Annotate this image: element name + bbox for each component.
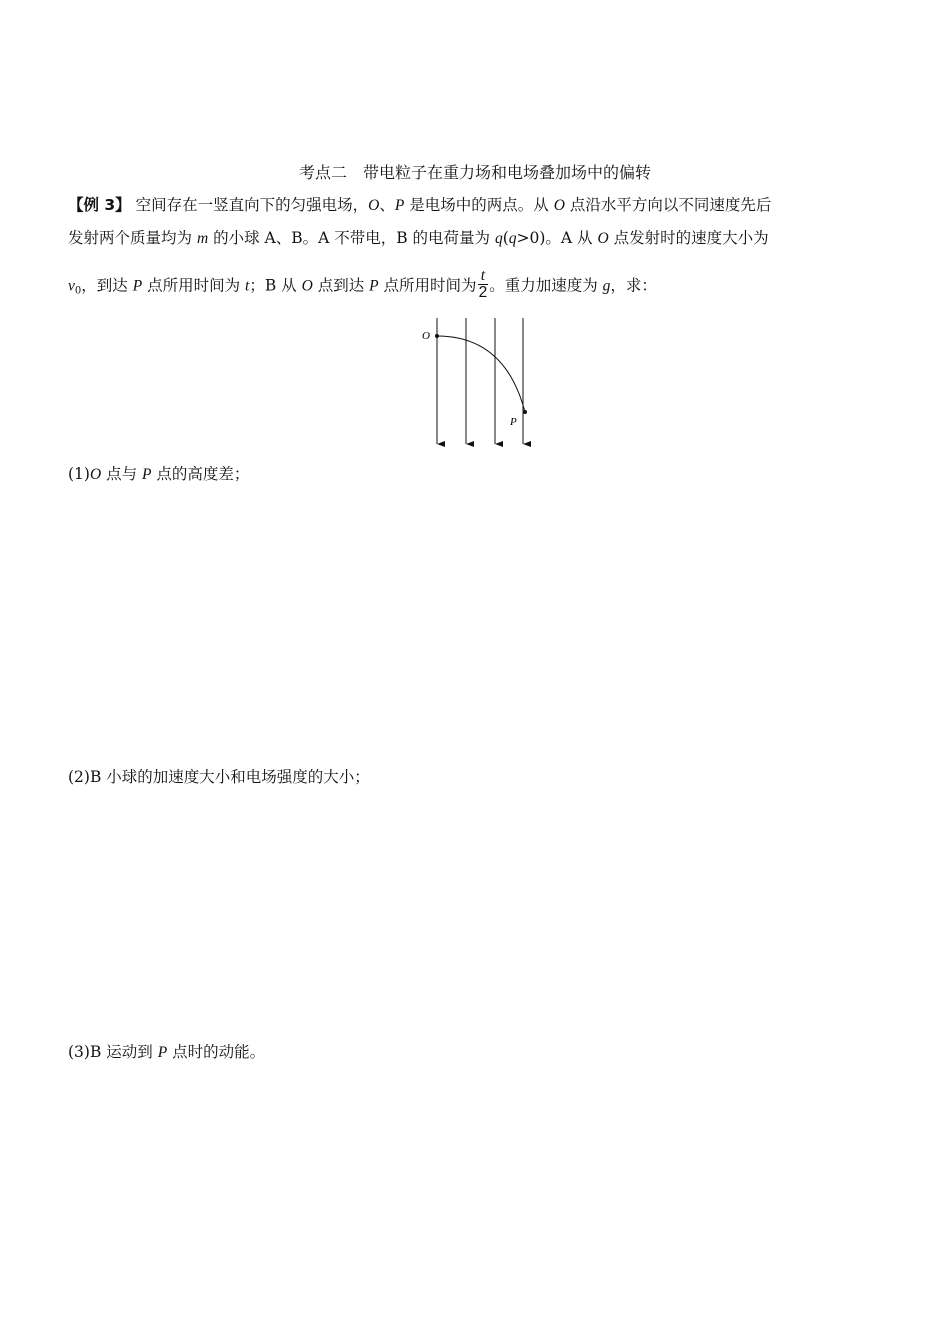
var-v: v bbox=[68, 277, 75, 295]
text-segment: 、 bbox=[379, 196, 395, 214]
example-line-1 bbox=[68, 195, 878, 216]
var-O: O bbox=[301, 277, 313, 295]
fraction-numerator: t bbox=[480, 267, 486, 284]
var-P: P bbox=[394, 197, 405, 214]
text-segment: 空间存在一竖直向下的匀强电场， bbox=[135, 196, 369, 214]
label-O: O bbox=[422, 330, 430, 342]
point-O bbox=[435, 334, 439, 338]
text-segment: ，求： bbox=[610, 276, 657, 295]
question-3 bbox=[68, 1040, 265, 1062]
label-P: P bbox=[510, 416, 517, 428]
text-segment: (3)B 运动到 bbox=[68, 1043, 158, 1061]
trajectory-curve bbox=[437, 336, 525, 412]
var-P: P bbox=[132, 277, 143, 295]
var-P: P bbox=[369, 277, 379, 295]
text-segment: ；B 从 bbox=[249, 276, 302, 295]
var-P: P bbox=[142, 466, 152, 483]
var-O: O bbox=[553, 197, 565, 214]
text-segment: 点发射时的速度大小为 bbox=[608, 229, 769, 247]
var-P: P bbox=[157, 1044, 168, 1061]
subscript: 0 bbox=[74, 285, 82, 297]
var-g: g bbox=[602, 277, 611, 295]
text-segment: 点所用时间为 bbox=[142, 276, 246, 295]
text-segment: ，到达 bbox=[81, 276, 133, 295]
fraction-denominator: 2 bbox=[478, 284, 488, 301]
question-2: (2)B 小球的加速度大小和电场强度的大小； bbox=[68, 768, 370, 786]
text-segment: 。重力加速度为 bbox=[489, 276, 603, 295]
section-title: 考点二 带电粒子在重力场和电场叠加场中的偏转 bbox=[298, 163, 651, 182]
point-P bbox=[523, 410, 527, 414]
example-line-3 bbox=[68, 267, 878, 303]
var-O: O bbox=[597, 230, 609, 247]
text-segment: (1) bbox=[68, 465, 90, 483]
text-segment: 是电场中的两点。从 bbox=[404, 196, 554, 214]
example-label: 【例 3】 bbox=[68, 196, 131, 214]
text-segment: >0)。A 从 bbox=[516, 229, 598, 247]
text-segment: 点沿水平方向以不同速度先后 bbox=[564, 196, 772, 214]
example-line-2 bbox=[68, 228, 878, 249]
text-segment: 点与 bbox=[101, 465, 143, 483]
text-segment: 点所用时间为 bbox=[378, 276, 477, 295]
var-O: O bbox=[368, 197, 380, 214]
text-segment: 点时的动能。 bbox=[167, 1043, 266, 1061]
var-t: t bbox=[245, 277, 250, 295]
text-segment: 点的高度差； bbox=[151, 465, 250, 483]
text-segment: ( bbox=[502, 229, 509, 247]
var-O: O bbox=[89, 466, 102, 483]
question-1 bbox=[68, 462, 249, 484]
var-q: q bbox=[494, 230, 503, 247]
fraction-t-over-2 bbox=[478, 268, 489, 301]
text-segment: 点到达 bbox=[312, 276, 370, 295]
text-segment: 的小球 A、B。A 不带电，B 的电荷量为 bbox=[208, 229, 495, 247]
text-segment: 发射两个质量均为 bbox=[68, 229, 197, 247]
field-trajectory-diagram bbox=[415, 312, 540, 452]
var-q: q bbox=[508, 230, 517, 247]
var-m: m bbox=[196, 230, 209, 247]
